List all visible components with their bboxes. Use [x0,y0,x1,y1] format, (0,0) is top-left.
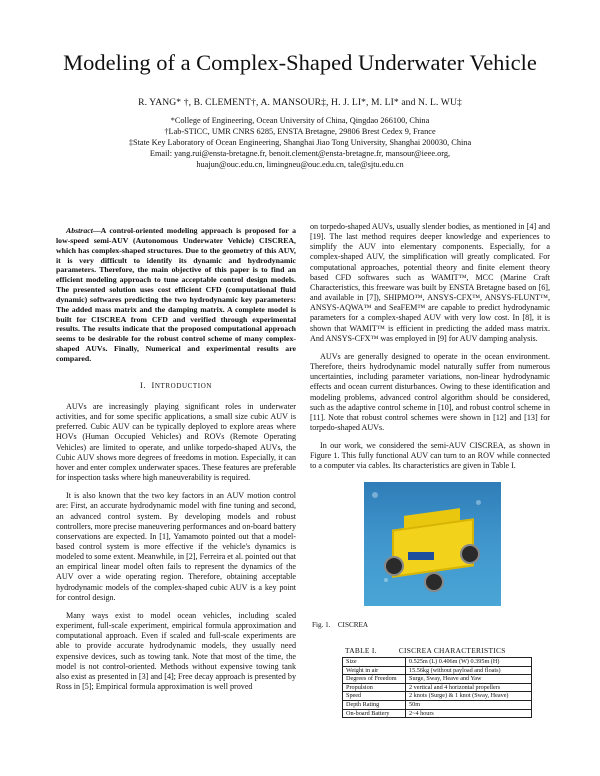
author-list: R. YANG* †, B. CLEMENT†, A. MANSOUR‡, H. J. LI*, M. LI* and N. L. WU‡ [138,97,462,108]
section-title-rest: NTRODUCTION [154,381,213,390]
figure-label: Fig. 1. [312,621,331,629]
table-row [343,692,532,701]
table-title: CISCREA CHARACTERISTICS [398,646,506,655]
paper-title: Modeling of a Complex-Shaped Underwater Vehicle [63,50,537,75]
affiliation-3: ‡State Key Laboratory of Ocean Engineering, Shanghai Jiao Tong University, Shanghai 200030, China [128,138,472,147]
affiliation-2: †Lab-STICC, UMR CNRS 6285, ENSTA Bretagne, 29806 Brest Cedex 9, France [164,127,436,136]
table-cell-value: 2~4 hours [406,709,532,718]
table-cell-key: Degrees of Freedom [343,675,406,684]
table-cell-value: 2 knots (Surge) & 1 knot (Sway, Heave) [406,692,532,701]
email-line-1: Email: yang.rui@ensta-bretagne.fr, benoit.clement@ensta-bretagne.fr, mansour@ieee.org, [149,149,451,158]
table-number: TABLE I. [345,646,377,655]
table-cell-key: Depth Rating [343,700,406,709]
thruster-icon [424,572,444,592]
section-number: I. [139,380,147,390]
figure-caption [312,621,368,629]
section-heading-introduction [56,381,296,391]
rov-logo-plate [408,552,434,560]
characteristics-table [342,657,532,718]
affiliation-1: *College of Engineering, Ocean University of China, Qingdao 266100, China [170,116,430,125]
ciscrea-photo [364,482,501,606]
table-cell-key: Weight in air [343,666,406,675]
abstract-lead: Abstract [66,226,93,235]
right-column [310,222,550,472]
table-cell-key: Propulsion [343,683,406,692]
figure-caption-text: CISCREA [337,621,369,629]
table-row [343,683,532,692]
paragraph: Many ways exist to model ocean vehicles, including scaled experiment, full-scale experiment, empirical formula approximation and computational approach. Even if scaled and full-scale experiments are able to provide accurate hydrodynamic models, they usually need expensive devices, such as towing tank. Note that most of the time, the model is not control-oriented. Methods without expensive towing tank also exist as presented in [3] and [4]; Free decay approach is presented by Ross in [5]; Empirical formula approximation is well proved [56,610,296,692]
paragraph: It is also known that the two key factors in an AUV motion control are: First, an accurate hydrodynamic model with fine tuning and second, an advanced control system. By developing models and robust controllers, more precise maneuvering performances and on-board battery conservations are expected. In [1], Yamamoto pointed out that a model-based control system is more effective if the vehicle's dynamics is modeled to some extent. Meanwhile, in [2], Ferreira et al. pointed out that an empirical linear model often fails to represent the dynamics of the AUV over a wide operating region. Therefore, obtaining acceptable hydrodynamic models of the complex-shaped cubic AUV is a key point for control design. [56,491,297,602]
table-row [343,675,532,684]
table-caption [345,646,506,655]
table-cell-key: Speed [343,692,406,701]
email-line-2: huajun@ouc.edu.cn, limingneu@ouc.edu.cn, tale@sjtu.edu.cn [196,160,404,169]
section-title-initial: I [151,380,155,390]
abstract [56,226,296,364]
paragraph: In our work, we considered the semi-AUV CISCREA, as shown in Figure 1. This fully functional AUV can turn to an ROV while connected to a computer via cables. Its characteristics are given in Table I. [310,441,550,471]
table-row [343,666,532,675]
thruster-icon [384,556,404,576]
thruster-icon [460,544,480,564]
left-column [56,226,296,692]
table-cell-value: 0.525m (L) 0.406m (W) 0.395m (H) [406,658,532,667]
table-row [343,709,532,718]
table-cell-value: 15.56kg (without payload and floats) [406,666,532,675]
paragraph: AUVs are generally designed to operate in the ocean environment. Therefore, theirs hydrodynamic model naturally suffer from numerous uncertainties, including parameter variations, non-linear hydrodynamic effects and ocean current disturbances. Owing to these identification and modeling problems, advanced control algorithm should be considered, such as the adaptive control scheme in [10], and robust control scheme in [11]. Note that robust control schemes were shown in [12] and [13] for torpedo-shaped AUVs. [310,351,550,432]
table-cell-value: Surge, Sway, Heave and Yaw [406,675,532,684]
abstract-text: —A control-oriented modeling approach is proposed for a low-speed semi-AUV (Autonomous Underwater Vehicle) CISCREA, which has complex-shaped structures. Due to the geometry of this AUV, it is very difficult to identify its dynamic and hydrodynamic parameters. Therefore, the main objective of this paper is to find an efficient modeling approach to tune acceptable control design models. The presented solution uses cost efficient CFD (computational fluid dynamic) softwares predicting the two hydrodynamic key parameters: The added mass matrix and the damping matrix. A complete model is built for CISCREA from CFD and verified through experimental results. The results indicate that the proposed computational approach seems to be desirable for the robust control scheme of many complex-shaped AUVs. Finally, Numerical and experimental results are compared. [56,226,296,363]
table-row [343,700,532,709]
table-cell-value: 50m [406,700,532,709]
table-row [343,658,532,667]
table-cell-value: 2 vertical and 4 horizontal propellers [406,683,532,692]
table-cell-key: Size [343,658,406,667]
paragraph: on torpedo-shaped AUVs, usually slender bodies, as mentioned in [4] and [19]. The last method requires deeper knowledge and experiences to simplify the AUV into elementary components. Especially, for a complex-shaped AUV, the simplification will greatly complicated. For computational approaches, potential theory and finite element theory based CFD softwares such as WAMIT™, MCC (Marine Craft Characteristics, this freeware was built by ENSTA Bretagne based on [6], and available in [7]), SHIPMO™, ANSYS-CFX™, ANSYS-FLUNT™, ANSYS-AQWA™ and SeaFEM™ are capable to predict hydrodynamic parameters for a complex-shaped AUV with very low cost. In [8], it is shown that WAMIT™ is efficient in predicting the added mass matrix. And ANSYS-CFX™ was employed in [9] for AUV damping analysis. [310,222,550,343]
paragraph: AUVs are increasingly playing significant roles in underwater activities, and for some specific applications, a small size cubic AUV is preferred. Cubic AUV can be typically deployed to explore areas where HOVs (Human Occupied Vehicles) and ROVs (Remote Operating Vehicles) are limited to operate, and unlike torpedo-shaped AUVs, the Cubic AUV shows more degrees of freedoms in motion. Especially, it can hover and enter complex underwater spaces. These features are preferable for inspection tasks where high maneuverability is required. [56,401,296,483]
table-cell-key: On-board Battery [343,709,406,718]
